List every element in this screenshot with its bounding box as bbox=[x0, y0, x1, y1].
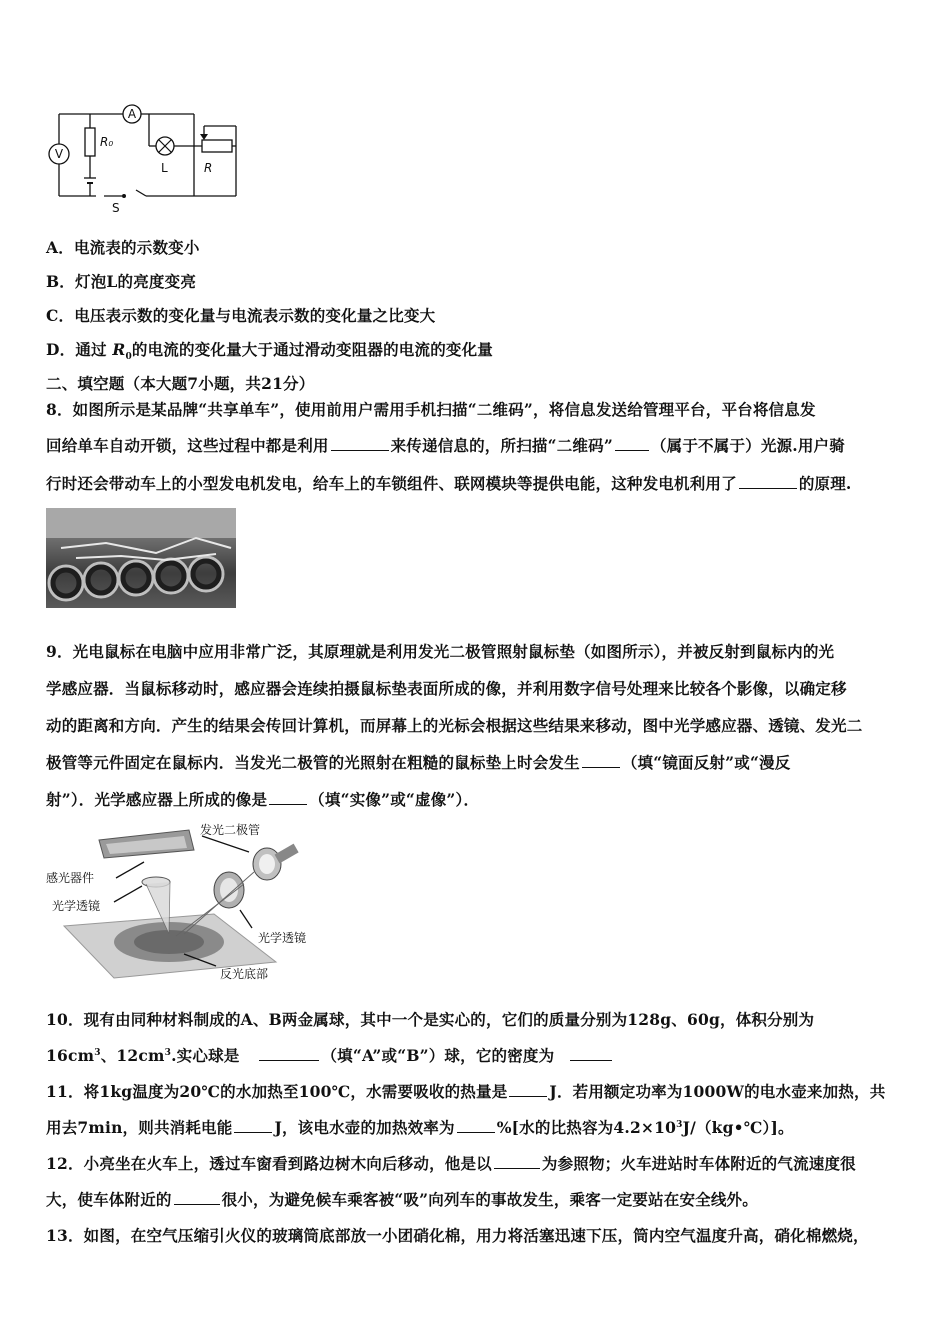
q9-line4: 极管等元件固定在鼠标内．当发光二极管的光照射在粗糙的鼠标垫上时会发生 （填“镜面反射”或“漫反 bbox=[46, 753, 791, 772]
q8-line2: 回给单车自动开锁，这些过程中都是利用 来传递信息的，所扫描“二维码” （属于不属于）光源.用户骑 bbox=[46, 436, 845, 455]
switch-label: S bbox=[112, 201, 120, 215]
circuit-diagram bbox=[44, 96, 244, 216]
q9-line1: 9．光电鼠标在电脑中应用非常广泛，其原理就是利用发光二极管照射鼠标垫（如图所示），并被反射到鼠标内的光 bbox=[46, 642, 835, 661]
q11-line2: 用去7min，则共消耗电能 J，该电水壶的加热效率为 %[水的比热容为$4.2\times 10^3J/(kg•℃)$]。 bbox=[46, 1118, 794, 1137]
optical-mouse-diagram bbox=[44, 822, 324, 982]
q8-line1: 8．如图所示是某品牌“共享单车”，使用前用户需用手机扫描“二维码”，将信息发送给管理平台，平台将信息发 bbox=[46, 400, 816, 419]
blank[interactable] bbox=[582, 753, 620, 768]
q8-line3: 行时还会带动车上的小型发电机发电，给车上的车锁组件、联网模块等提供电能，这种发电机利用了 的原理. bbox=[46, 474, 852, 493]
blank[interactable] bbox=[259, 1046, 319, 1061]
blank[interactable] bbox=[174, 1190, 220, 1205]
shared-bikes-photo bbox=[46, 508, 236, 608]
blank[interactable] bbox=[269, 790, 307, 805]
q9-line2: 学感应器．当鼠标移动时，感应器会连续拍摄鼠标垫表面所成的像，并利用数字信号处理来比较各个影像，以确定移 bbox=[46, 679, 847, 698]
blank[interactable] bbox=[615, 436, 649, 451]
blank[interactable] bbox=[494, 1154, 540, 1169]
ammeter-label: A bbox=[127, 107, 137, 121]
q12-line2: 大，使车体附近的 很小，为避免候车乘客被“吸”向列车的事故发生，乘客一定要站在安全线外。 bbox=[46, 1190, 758, 1209]
q11-line1: 11．将1kg温度为20℃的水加热至100℃，水需要吸收的热量是 J．若用额定功率为1000W的电水壶来加热，共 bbox=[46, 1082, 886, 1101]
blank[interactable] bbox=[457, 1118, 495, 1133]
voltmeter-label: V bbox=[54, 147, 64, 161]
lamp-label: L bbox=[161, 161, 168, 175]
sensor-label: 感光器件 bbox=[46, 871, 95, 885]
q9-line3: 动的距离和方向．产生的结果会传回计算机，而屏幕上的光标会根据这些结果来移动，图中光学感应器、透镜、发光二 bbox=[46, 716, 863, 735]
blank[interactable] bbox=[570, 1046, 612, 1061]
section-title: 二、填空题（本大题7小题，共21分） bbox=[46, 374, 315, 393]
blank[interactable] bbox=[331, 436, 389, 451]
option-b: B．灯泡L的亮度变亮 bbox=[46, 272, 197, 291]
blank[interactable] bbox=[509, 1082, 547, 1097]
q10-line2: $16cm^3$、$12cm^3$.实心球是 （填“A”或“B”）球，它的密度为 bbox=[46, 1044, 614, 1066]
rheostat-label: R bbox=[204, 161, 213, 175]
option-c: C．电压表示数的变化量与电流表示数的变化量之比变大 bbox=[46, 306, 436, 325]
q10-line1: 10．现有由同种材料制成的A、B两金属球，其中一个是实心的，它们的质量分别为128g、60g，体积分别为 bbox=[46, 1010, 815, 1029]
q9-line5: 射”）．光学感应器上所成的像是 （填“实像”或“虚像”）． bbox=[46, 790, 480, 809]
resistor-label: R₀ bbox=[100, 135, 114, 149]
lens1-label: 光学透镜 bbox=[52, 899, 101, 913]
blank[interactable] bbox=[739, 474, 797, 489]
q13-line1: 13．如图，在空气压缩引火仪的玻璃筒底部放一小团硝化棉，用力将活塞迅速下压，筒内空气温度升高，硝化棉燃烧， bbox=[46, 1226, 869, 1245]
led-label: 发光二极管 bbox=[200, 823, 261, 837]
option-d: D．通过 $R_0$的电流的变化量大于通过滑动变阻器的电流的变化量 bbox=[46, 340, 494, 363]
blank[interactable] bbox=[234, 1118, 272, 1133]
option-a: A．电流表的示数变小 bbox=[46, 238, 200, 257]
base-label: 反光底部 bbox=[220, 967, 269, 981]
lens2-label: 光学透镜 bbox=[258, 931, 307, 945]
q12-line1: 12．小亮坐在火车上，透过车窗看到路边树木向后移动，他是以 为参照物；火车进站时车体附近的气流速度很 bbox=[46, 1154, 856, 1173]
